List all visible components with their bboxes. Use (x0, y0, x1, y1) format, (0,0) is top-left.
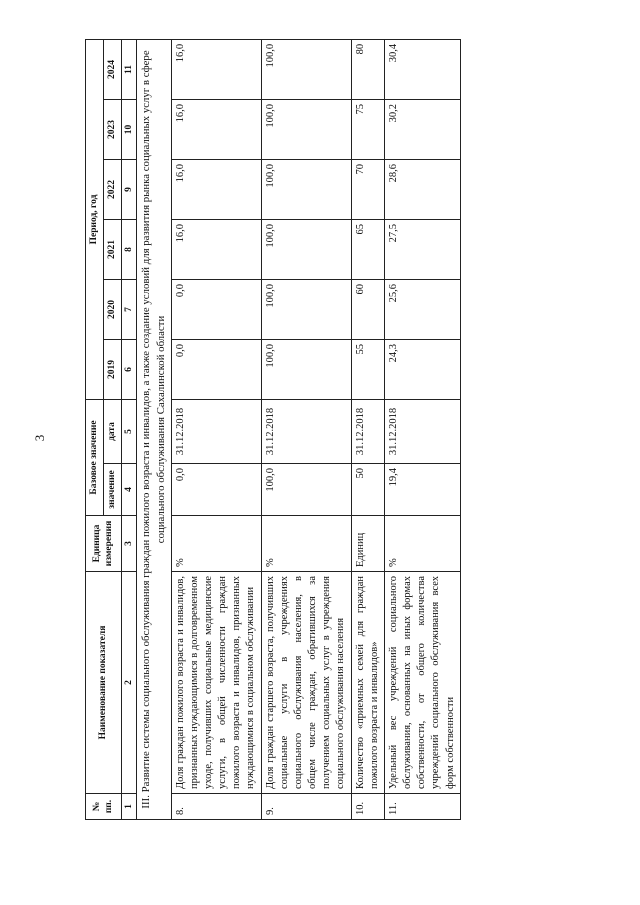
year-value: 100,0 (261, 280, 351, 340)
year-value: 30,2 (384, 100, 460, 160)
row-number: 10. (351, 794, 384, 820)
base-date: 31.12.2018 (351, 400, 384, 464)
year-value: 100,0 (261, 160, 351, 220)
indicators-table (85, 39, 461, 820)
header-row-1 (86, 39, 104, 819)
year-value: 16,0 (171, 160, 261, 220)
year-value: 28,6 (384, 160, 460, 220)
rotated-document (85, 40, 570, 820)
column-number: 9 (121, 160, 137, 220)
base-value: 0,0 (171, 464, 261, 516)
header-base-value: значение (103, 464, 121, 516)
indicator-name: Доля граждан старшего возраста, получивших социальные услуги в учреждениях социального обслуживания населения, в общем числе граждан, обратившихся за получением социальных услуг в учреждения социального обслуживания населения (261, 572, 351, 794)
base-value: 19,4 (384, 464, 460, 516)
row-number: 9. (261, 794, 351, 820)
header-year: 2019 (103, 340, 121, 400)
year-value: 30,4 (384, 39, 460, 99)
table-row (261, 39, 351, 819)
base-value: 50 (351, 464, 384, 516)
year-value: 0,0 (171, 280, 261, 340)
base-date: 31.12.2018 (261, 400, 351, 464)
year-value: 25,6 (384, 280, 460, 340)
year-value: 80 (351, 39, 384, 99)
header-year: 2021 (103, 220, 121, 280)
year-value: 24,3 (384, 340, 460, 400)
header-base-date: дата (103, 400, 121, 464)
year-value: 100,0 (261, 39, 351, 99)
header-year: 2024 (103, 39, 121, 99)
year-value: 27,5 (384, 220, 460, 280)
table-row (171, 39, 261, 819)
section-row (137, 39, 171, 819)
column-number: 5 (121, 400, 137, 464)
year-value: 100,0 (261, 220, 351, 280)
row-number: 8. (171, 794, 261, 820)
year-value: 100,0 (261, 100, 351, 160)
column-number: 2 (121, 572, 137, 794)
column-number: 6 (121, 340, 137, 400)
base-date: 31.12.2018 (171, 400, 261, 464)
year-value: 100,0 (261, 340, 351, 400)
unit: Единиц (351, 516, 384, 572)
header-col-name: Наименование показателя (86, 572, 122, 794)
header-year: 2020 (103, 280, 121, 340)
header-col-period: Период, год (86, 39, 104, 399)
year-value: 65 (351, 220, 384, 280)
year-value: 60 (351, 280, 384, 340)
column-number: 8 (121, 220, 137, 280)
header-year: 2023 (103, 100, 121, 160)
column-number: 1 (121, 794, 137, 820)
year-value: 16,0 (171, 100, 261, 160)
year-value: 0,0 (171, 340, 261, 400)
unit: % (171, 516, 261, 572)
column-number: 7 (121, 280, 137, 340)
table-row (384, 39, 460, 819)
header-year: 2022 (103, 160, 121, 220)
year-value: 55 (351, 340, 384, 400)
column-number: 11 (121, 39, 137, 99)
header-col-base: Базовое значение (86, 400, 104, 516)
column-number: 4 (121, 464, 137, 516)
indicator-name: Удельный вес учреждений социального обслуживания, основанных на иных формах собственности, от общего количества учреждений социального обслуживания всех форм собственности (384, 572, 460, 794)
column-number: 3 (121, 516, 137, 572)
section-title: III. Развитие системы социального обслуживания граждан пожилого возраста и инвалидов, а также создание условий для развития рынка социальных услуг в сфере социального обслуживания Сахалинской области (137, 39, 171, 819)
year-value: 75 (351, 100, 384, 160)
unit: % (384, 516, 460, 572)
row-number: 11. (384, 794, 460, 820)
year-value: 16,0 (171, 220, 261, 280)
unit: % (261, 516, 351, 572)
indicator-name: Доля граждан пожилого возраста и инвалидов, признанных нуждающимися в долговременном уходе, получивших социальные медицинские услуги, в общей численности граждан пожилого возраста и инвалидов, признанных нуждающимися в социальном обслуживании (171, 572, 261, 794)
year-value: 70 (351, 160, 384, 220)
base-date: 31.12.2018 (384, 400, 460, 464)
header-col-no: № пп. (86, 794, 122, 820)
column-number-row (121, 39, 137, 819)
indicator-name: Количество «приемных семей для граждан пожилого возраста и инвалидов» (351, 572, 384, 794)
column-number: 10 (121, 100, 137, 160)
year-value: 16,0 (171, 39, 261, 99)
base-value: 100,0 (261, 464, 351, 516)
table-row (351, 39, 384, 819)
header-col-unit: Единица измерения (86, 516, 122, 572)
page-number: 3 (32, 434, 47, 442)
